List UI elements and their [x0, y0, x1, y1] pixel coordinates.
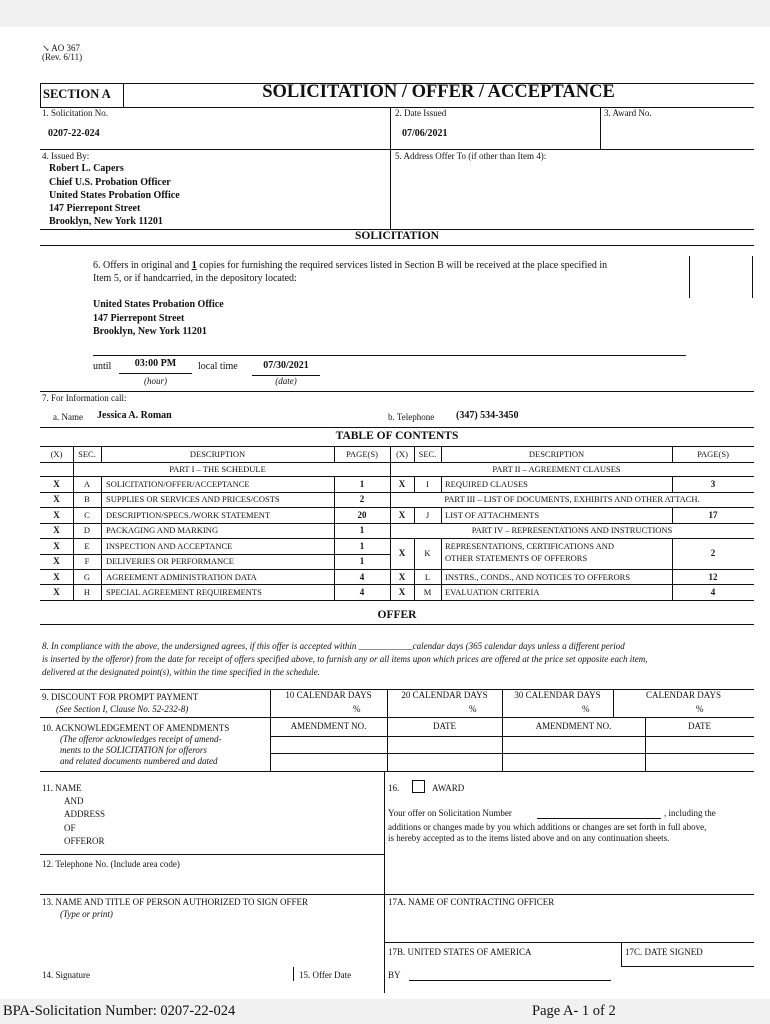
hour-caption: (hour)	[144, 376, 167, 386]
toc-row-l-sec: L	[424, 572, 431, 582]
discount-col-30: 30 CALENDAR DAYS	[514, 690, 601, 700]
item1-label: 1. Solicitation No.	[42, 108, 108, 118]
until-label: until	[93, 361, 112, 372]
item5-label: 5. Address Offer To (if other than Item 4):	[395, 151, 547, 161]
toc-header-desc-left: DESCRIPTION	[189, 449, 246, 459]
item6-line-1	[93, 260, 607, 272]
toc-row-c-x: X	[53, 510, 60, 520]
footer-solicitation-number: BPA-Solicitation Number: 0207-22-024	[3, 1003, 236, 1019]
toc-row-d-desc: PACKAGING AND MARKING	[106, 525, 219, 535]
toc-row-j-sec: J	[425, 510, 430, 520]
item10-sub-2: ments to the SOLICITATION for offerors	[60, 745, 207, 755]
toc-row-c-desc: DESCRIPTION/SPECS./WORK STATEMENT	[106, 510, 271, 520]
until-date: 07/30/2021	[263, 360, 309, 371]
toc-row-b-pages: 2	[359, 494, 365, 504]
toc-part-2: PART II – AGREEMENT CLAUSES	[492, 464, 621, 474]
issuer-line-2: Chief U.S. Probation Officer	[49, 177, 171, 188]
date-issued: 07/06/2021	[402, 128, 448, 139]
item16-text-b: , including the	[664, 808, 716, 818]
item11-line-2: AND	[64, 796, 84, 806]
item10-label: 10. ACKNOWLEDGEMENT OF AMENDMENTS	[42, 723, 230, 733]
pct-other: %	[696, 704, 704, 714]
toc-row-e-sec: E	[84, 541, 90, 551]
item7-label: 7. For Information call:	[42, 393, 127, 403]
item16-line-3: is hereby accepted as to the items listed above and on any continuation sheets.	[388, 833, 670, 843]
toc-row-b-x: X	[53, 494, 60, 504]
item13-sub: (Type or print)	[60, 909, 113, 919]
toc-header-sec-left: SEC.	[78, 449, 96, 459]
toc-row-f-desc: DELIVERIES OR PERFORMANCE	[106, 556, 234, 566]
contact-telephone: (347) 534-3450	[456, 410, 519, 421]
toc-header-x-right: (X)	[396, 449, 408, 459]
toc-row-h-desc: SPECIAL AGREEMENT REQUIREMENTS	[106, 587, 262, 597]
toc-row-c-sec: C	[84, 510, 90, 520]
toc-header-pages-right: PAGE(S)	[697, 449, 729, 459]
local-time-label: local time	[198, 361, 238, 372]
toc-header-x-left: (X)	[50, 449, 63, 459]
toc-row-f-sec: F	[84, 556, 90, 566]
toc-row-e-desc: INSPECTION AND ACCEPTANCE	[106, 541, 233, 551]
by-label: BY	[388, 970, 401, 980]
footer-page-number: Page A- 1 of 2	[532, 1003, 616, 1019]
item17a-label: 17A. NAME OF CONTRACTING OFFICER	[388, 897, 555, 907]
contact-name: Jessica A. Roman	[97, 410, 172, 421]
toc-header-pages-left: PAGE(S)	[346, 449, 378, 459]
form-title: SOLICITATION / OFFER / ACCEPTANCE	[262, 82, 615, 102]
section-label: SECTION A	[43, 87, 111, 101]
item17c-label: 17C. DATE SIGNED	[625, 947, 703, 957]
toc-row-i-sec: I	[426, 479, 429, 489]
toc-row-a-desc: SOLICITATION/OFFER/ACCEPTANCE	[106, 479, 250, 489]
toc-row-a-x: X	[53, 479, 60, 489]
toc-row-a-pages: 1	[359, 479, 365, 489]
toc-row-i-pages: 3	[710, 479, 716, 489]
toc-header-sec-right: SEC.	[418, 449, 437, 459]
date-header-1: DATE	[433, 721, 456, 731]
toc-row-m-x: X	[398, 587, 406, 597]
toc-row-i-desc: REQUIRED CLAUSES	[445, 479, 528, 489]
toc-row-h-sec: H	[83, 587, 91, 597]
item14-label: 14. Signature	[42, 970, 90, 980]
toc-row-d-x: X	[53, 525, 60, 535]
item16-award-label: AWARD	[432, 783, 465, 793]
pct-10: %	[353, 704, 361, 714]
date-caption: (date)	[275, 376, 297, 386]
form-id-text: AO 367	[51, 43, 81, 53]
item12-label: 12. Telephone No. (Include area code)	[42, 859, 180, 869]
toc-row-e-x: X	[53, 541, 60, 551]
amendment-no-header-2: AMENDMENT NO.	[535, 721, 612, 731]
item6-text-b: copies for furnishing the required services listed in Section B will be received at the place specified in	[199, 260, 608, 271]
item13-label: 13. NAME AND TITLE OF PERSON AUTHORIZED TO SIGN OFFER	[42, 897, 309, 907]
toc-row-m-sec: M	[423, 587, 432, 597]
toc-row-i-x: X	[398, 479, 406, 489]
issuer-line-5: Brooklyn, New York 11201	[49, 216, 163, 227]
issuer-line-4: 147 Pierrepont Street	[49, 203, 141, 214]
item10-sub-1: (The offeror acknowledges receipt of amend-	[60, 734, 222, 744]
toc-header-desc-right: DESCRIPTION	[528, 449, 585, 459]
item3-label: 3. Award No.	[604, 108, 652, 118]
item7b-label: b. Telephone	[388, 412, 435, 422]
toc-row-k-desc-1: REPRESENTATIONS, CERTIFICATIONS AND	[445, 541, 615, 551]
toc-part-4: PART IV – REPRESENTATIONS AND INSTRUCTIONS	[471, 525, 673, 535]
offer-heading: OFFER	[377, 609, 417, 621]
toc-row-b-sec: B	[84, 494, 90, 504]
toc-part-3: PART III – LIST OF DOCUMENTS, EXHIBITS AND OTHER ATTACH.	[444, 494, 700, 504]
until-time: 03:00 PM	[134, 358, 177, 369]
toc-row-g-x: X	[53, 572, 60, 582]
form-page	[0, 27, 770, 999]
item7a-label: a. Name	[53, 412, 83, 422]
toc-row-l-pages: 12	[708, 572, 718, 582]
toc-row-g-desc: AGREEMENT ADMINISTRATION DATA	[106, 572, 257, 582]
toc-row-h-x: X	[53, 587, 60, 597]
toc-row-d-pages: 1	[359, 525, 365, 535]
form-rev: (Rev. 6/11)	[42, 52, 83, 62]
item16-line-2: additions or changes made by you which additions or changes are set forth in full above,	[388, 822, 707, 832]
toc-heading: TABLE OF CONTENTS	[335, 430, 459, 442]
item8-line-1: 8. In compliance with the above, the undersigned agrees, if this offer is accepted within ____________calendar days (365 calendar days unless a different period	[42, 641, 625, 651]
toc-row-b-desc: SUPPLIES OR SERVICES AND PRICES/COSTS	[106, 494, 280, 504]
toc-part-1: PART I – THE SCHEDULE	[169, 464, 266, 474]
toc-row-m-desc: EVALUATION CRITERIA	[445, 587, 540, 597]
toc-row-c-pages: 20	[357, 510, 367, 520]
toc-row-d-sec: D	[83, 525, 91, 535]
toc-row-j-x: X	[398, 510, 406, 520]
toc-row-e-pages: 1	[359, 541, 365, 551]
item6-copies: 1	[191, 260, 197, 271]
date-header-2: DATE	[688, 721, 711, 731]
toc-row-l-desc: INSTRS., CONDS., AND NOTICES TO OFFERORS	[445, 572, 631, 582]
item9-sub: (See Section I, Clause No. 52-232-8)	[56, 704, 189, 714]
toc-row-k-x: X	[398, 548, 406, 558]
item8-line-2: is inserted by the offeror) from the date for receipt of offers specified above, to furnish any or all items upon which prices are offered at the price set opposite each item,	[42, 654, 648, 664]
item9-label: 9. DISCOUNT FOR PROMPT PAYMENT	[42, 692, 199, 702]
item2-label: 2. Date Issued	[395, 108, 447, 118]
toc-row-g-sec: G	[83, 572, 91, 582]
pct-30: %	[582, 704, 590, 714]
solicitation-number: 0207-22-024	[48, 128, 100, 139]
discount-col-20: 20 CALENDAR DAYS	[401, 690, 488, 700]
item6-line-2: Item 5, or if handcarried, in the depository located:	[93, 273, 297, 284]
item15-label: 15. Offer Date	[299, 970, 352, 980]
solicitation-heading: SOLICITATION	[355, 230, 439, 242]
toc-row-k-sec: K	[424, 548, 431, 558]
issuer-line-1: Robert L. Capers	[49, 163, 124, 174]
toc-row-a-sec: A	[83, 479, 91, 489]
amendment-no-header-1: AMENDMENT NO.	[290, 721, 367, 731]
form-id: ↘ AO 367	[42, 43, 81, 53]
pct-20: %	[469, 704, 477, 714]
toc-row-f-x: X	[53, 556, 60, 566]
item6-text-a: 6. Offers in original and	[93, 260, 190, 271]
award-checkbox[interactable]	[412, 780, 425, 793]
item8-line-3: delivered at the designated point(s), within the time specified in the schedule.	[42, 667, 320, 677]
footer-bar	[0, 999, 770, 1024]
item11-line-3: ADDRESS	[64, 809, 106, 819]
discount-col-other: CALENDAR DAYS	[646, 690, 721, 700]
toc-row-k-desc-2: OTHER STATEMENTS OF OFFERORS	[445, 553, 588, 563]
toc-row-j-pages: 17	[708, 510, 718, 520]
item11-line-1: 11. NAME	[42, 783, 82, 793]
item4-label: 4. Issued By:	[42, 151, 90, 161]
item16-num: 16.	[388, 783, 400, 793]
toc-row-k-pages: 2	[710, 548, 716, 558]
toc-row-l-x: X	[398, 572, 406, 582]
toc-row-m-pages: 4	[710, 587, 716, 597]
issuer-line-3: United States Probation Office	[49, 190, 180, 201]
toc-row-f-pages: 1	[359, 556, 365, 566]
depository-line-2: 147 Pierrepont Street	[93, 313, 185, 324]
item16-text-a: Your offer on Solicitation Number	[388, 808, 512, 818]
item11-line-5: OFFEROR	[64, 836, 105, 846]
discount-col-10: 10 CALENDAR DAYS	[285, 690, 372, 700]
depository-line-3: Brooklyn, New York 11201	[93, 326, 207, 337]
toc-row-g-pages: 4	[359, 572, 365, 582]
item10-sub-3: and related documents numbered and dated	[60, 756, 218, 766]
item11-line-4: OF	[64, 823, 76, 833]
toc-row-h-pages: 4	[359, 587, 365, 597]
depository-line-1: United States Probation Office	[93, 299, 224, 310]
item17b-label: 17B. UNITED STATES OF AMERICA	[388, 947, 532, 957]
toc-row-j-desc: LIST OF ATTACHMENTS	[445, 510, 540, 520]
